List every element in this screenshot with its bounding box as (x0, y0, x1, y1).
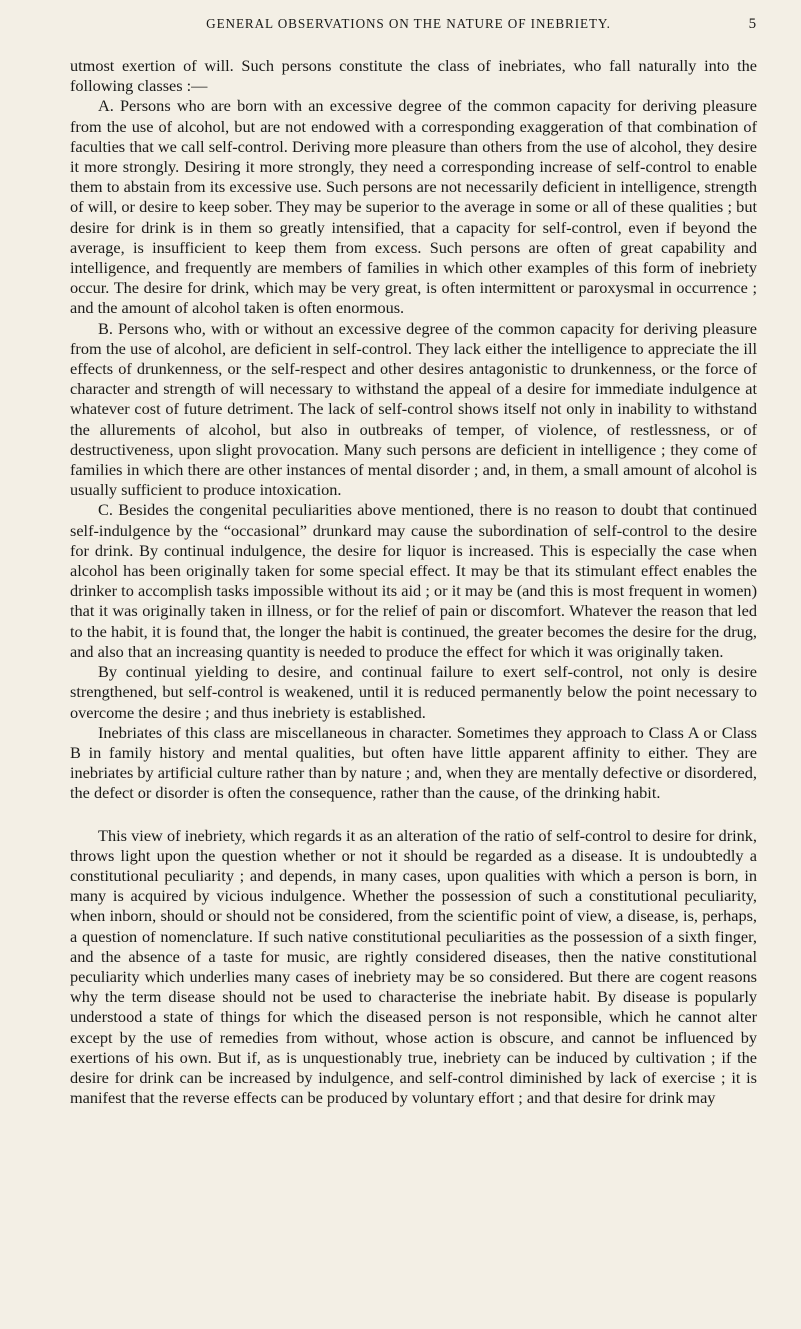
paragraph-class-a: A. Persons who are born with an excessive degree of the common capacity for deriving pleasure from the use of alcohol, but are not endowed with a corresponding exaggeration of that combination of faculties that we call self-control. Deriving more pleasure than others from the use of alcohol, they desire it more strongly. Desiring it more strongly, they need a corresponding increase of self-control to enable them to abstain from its excessive use. Such persons are not necessarily deficient in intelligence, strength of will, or desire to keep sober. They may be superior to the average in some or all of these qualities ; but desire for drink is in them so greatly intensified, that a capacity for self-control, even if beyond the average, is insufficient to keep them from excess. Such persons are often of great capability and intelligence, and frequently are members of families in which other examples of this form of inebriety occur. The desire for drink, which may be very great, is often intermittent or paroxysmal in occurrence ; and the amount of alcohol taken is often enormous. (70, 96, 757, 318)
page-number: 5 (748, 16, 757, 32)
paragraph-disease-question: This view of inebriety, which regards it as an alteration of the ratio of self-control to desire for drink, throws light upon the question whether or not it should be regarded as a disease. It is undoubtedly a constitutional peculiarity ; and depends, in many cases, upon qualities with which a person is born, in many is acquired by vicious indulgence. Whether the possession of such a constitutional peculiarity, when inborn, should or should not be considered, from the scientific point of view, a disease, is, perhaps, a question of nomenclature. If such native constitutional peculiarities as the possession of a sixth finger, and the absence of a taste for music, are rightly considered diseases, then the native constitutional peculiarity which underlies many cases of inebriety may be so considered. But there are cogent reasons why the term disease should not be used to characterise the inebriate habit. By disease is popularly understood a state of things for which the diseased person is not responsible, which he cannot alter except by the use of remedies from without, whose action is obscure, and cannot be influenced by exertions of his own. But if, as is unquestionably true, inebriety can be induced by cultivation ; if the desire for drink can be increased by indulgence, and self-control diminished by lack of exercise ; it is manifest that the reverse effects can be produced by voluntary effort ; and that desire for drink may (70, 825, 757, 1108)
paragraph-continuation: utmost exertion of will. Such persons constitute the class of inebriates, who fall naturally into the following classes :— (70, 56, 757, 96)
paragraph-continual-yielding: By continual yielding to desire, and continual failure to exert self-control, not only is desire strengthened, but self-control is weakened, until it is reduced permanently below the point necessary to overcome the desire ; and thus inebriety is established. (70, 662, 757, 722)
running-title: GENERAL OBSERVATIONS ON THE NATURE OF INEBRIETY. (206, 16, 611, 31)
body-text (70, 56, 757, 1108)
paragraph-class-b: B. Persons who, with or without an excessive degree of the common capacity for deriving pleasure from the use of alcohol, are deficient in self-control. They lack either the intelligence to appreciate the ill effects of drunkenness, or the self-respect and other desires antagonistic to drunkenness, or the force of character and strength of will necessary to withstand the appeal of a desire for immediate indulgence at whatever cost of future detriment. The lack of self-control shows itself not only in inability to withstand the allurements of alcohol, but also in outbreaks of temper, of violence, of restlessness, or of destructiveness, upon slight provocation. Many such persons are deficient in intelligence ; they come of families in which there are other instances of mental disorder ; and, in them, a small amount of alcohol is usually sufficient to produce intoxication. (70, 318, 757, 500)
running-header (70, 16, 757, 42)
paragraph-miscellaneous-inebriates: Inebriates of this class are miscellaneous in character. Sometimes they approach to Class A or Class B in family history and mental qualities, but often have little apparent affinity to either. They are inebriates by artificial culture rather than by nature ; and, when they are mentally defective or disordered, the defect or disorder is often the consequence, rather than the cause, of the drinking habit. (70, 722, 757, 803)
paragraph-class-c: C. Besides the congenital peculiarities above mentioned, there is no reason to doubt that continued self-indulgence by the “occasional” drunkard may cause the subordination of self-control to the desire for drink. By continual indulgence, the desire for liquor is increased. This is especially the case when alcohol has been originally taken for some special effect. It may be that its stimulant effect enables the drinker to accomplish tasks impossible without its aid ; or it may be (and this is most frequent in women) that it was originally taken in illness, or for the relief of pain or discomfort. Whatever the reason that led to the habit, it is found that, the longer the habit is continued, the greater becomes the desire for the drug, and also that an increasing quantity is needed to produce the effect for which it was originally taken. (70, 500, 757, 661)
